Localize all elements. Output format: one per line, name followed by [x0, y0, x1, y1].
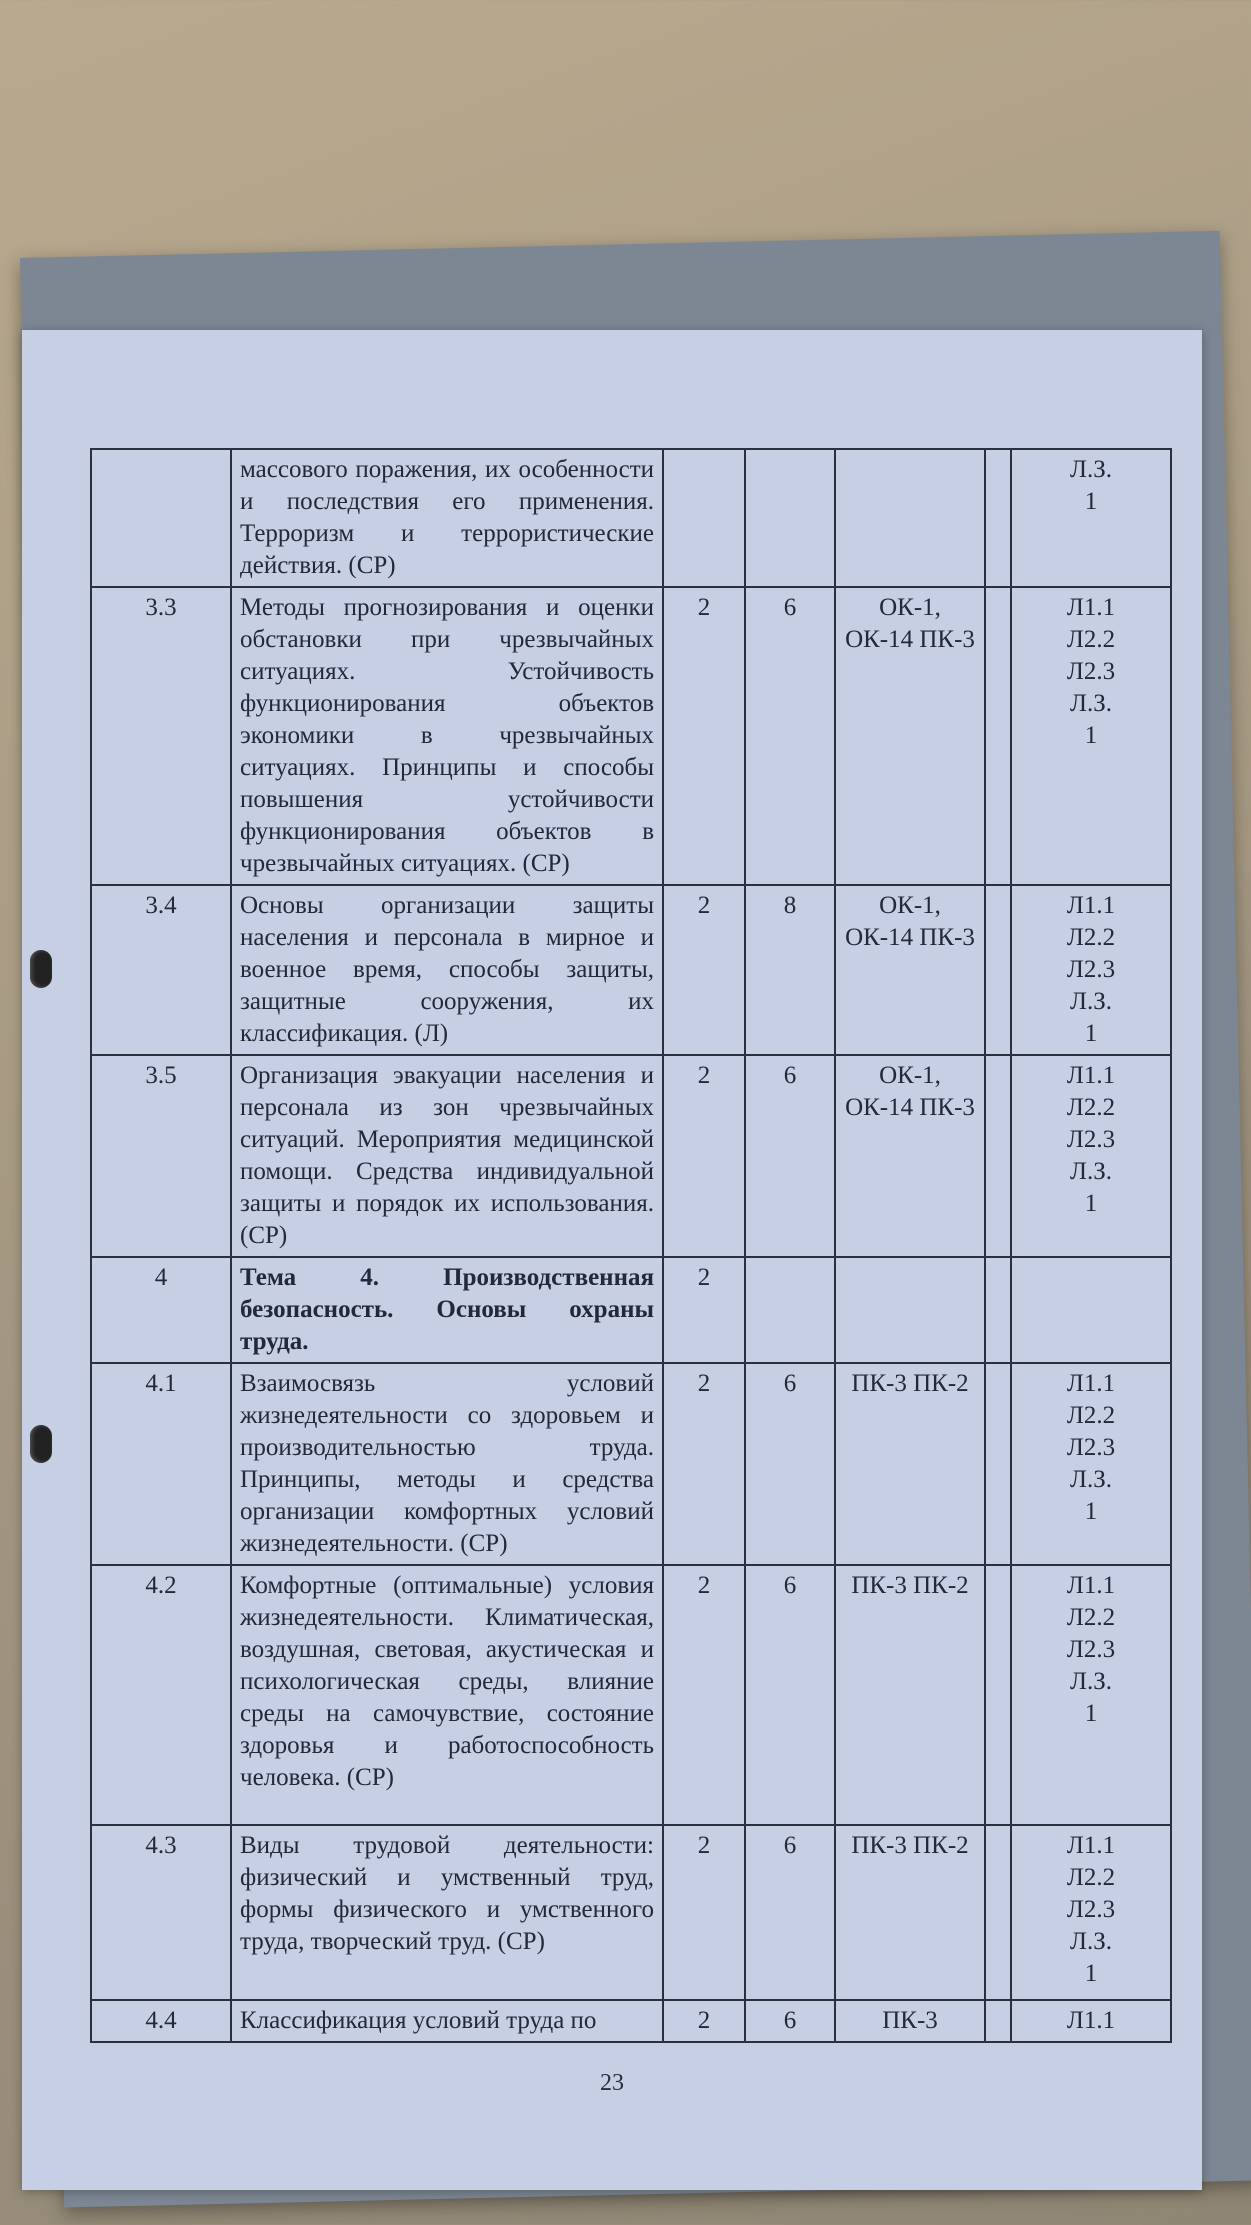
- row-number: 3.3: [91, 587, 231, 885]
- row-literature: [1011, 1257, 1171, 1363]
- literature-ref: 1: [1084, 1700, 1098, 1727]
- row-literature: [1011, 2000, 1171, 2042]
- row-literature: [1011, 1825, 1171, 2000]
- row-competencies: ПК-3: [835, 2000, 985, 2042]
- literature-ref: Л2.3: [1066, 1896, 1116, 1923]
- row-empty-cell: [985, 1257, 1011, 1363]
- table-row: [91, 1055, 1171, 1257]
- row-literature: [1011, 587, 1171, 885]
- row-hours-lecture: 2: [663, 885, 745, 1055]
- row-competencies: ПК-3 ПК-2: [835, 1825, 985, 2000]
- row-hours-lecture: 2: [663, 1825, 745, 2000]
- literature-ref: Л.З.: [1070, 1928, 1112, 1955]
- row-hours-lecture: 2: [663, 1055, 745, 1257]
- row-hours-self: 6: [745, 587, 835, 885]
- literature-ref: 1: [1084, 722, 1098, 749]
- curriculum-table: [90, 448, 1172, 2043]
- row-literature: [1011, 449, 1171, 587]
- literature-ref: Л.З.: [1070, 1158, 1112, 1185]
- row-topic: Основы организации защиты населения и персонала в мирное и военное время, способы защиты, защитные сооружения, их классификация. (Л): [231, 885, 663, 1055]
- table-row: [91, 449, 1171, 587]
- literature-ref: 1: [1084, 1498, 1098, 1525]
- literature-ref: Л.З.: [1070, 1668, 1112, 1695]
- row-hours-self: 6: [745, 1825, 835, 2000]
- row-hours-self: [745, 449, 835, 587]
- literature-ref: Л2.3: [1066, 658, 1116, 685]
- literature-ref: Л2.2: [1066, 626, 1116, 653]
- literature-ref: Л2.2: [1066, 1604, 1116, 1631]
- row-hours-self: 8: [745, 885, 835, 1055]
- literature-ref: Л.З.: [1070, 456, 1112, 483]
- row-literature: [1011, 1055, 1171, 1257]
- row-empty-cell: [985, 885, 1011, 1055]
- table-row: [91, 1363, 1171, 1565]
- literature-ref: Л1.1: [1066, 594, 1116, 621]
- row-hours-self: 6: [745, 1055, 835, 1257]
- table-row: [91, 885, 1171, 1055]
- row-empty-cell: [985, 2000, 1011, 2042]
- binder-ring: [30, 1425, 52, 1463]
- literature-ref: 1: [1084, 1960, 1098, 1987]
- row-hours-lecture: 2: [663, 587, 745, 885]
- row-competencies: ОК-1, ОК-14 ПК-3: [835, 1055, 985, 1257]
- row-empty-cell: [985, 1363, 1011, 1565]
- literature-ref: Л1.1: [1066, 1572, 1116, 1599]
- literature-ref: Л2.2: [1066, 924, 1116, 951]
- row-hours-lecture: [663, 449, 745, 587]
- row-hours-lecture: 2: [663, 1565, 745, 1825]
- table-body: [91, 449, 1171, 2042]
- literature-ref: Л2.3: [1066, 1434, 1116, 1461]
- literature-ref: Л2.2: [1066, 1864, 1116, 1891]
- document-page: [22, 330, 1202, 2190]
- row-competencies: ПК-3 ПК-2: [835, 1363, 985, 1565]
- row-competencies: ОК-1, ОК-14 ПК-3: [835, 885, 985, 1055]
- row-competencies: [835, 449, 985, 587]
- row-topic: Взаимосвязь условий жизнедеятельности со здоровьем и производительностью труда. Принципы, методы и средства организации комфортных условий жизнедеятельности. (СР): [231, 1363, 663, 1565]
- literature-ref: Л2.3: [1066, 1636, 1116, 1663]
- row-hours-lecture: 2: [663, 2000, 745, 2042]
- table-row: [91, 2000, 1171, 2042]
- row-number: 4.4: [91, 2000, 231, 2042]
- row-empty-cell: [985, 587, 1011, 885]
- row-number: [91, 449, 231, 587]
- row-empty-cell: [985, 1565, 1011, 1825]
- row-competencies: ОК-1, ОК-14 ПК-3: [835, 587, 985, 885]
- row-topic: Классификация условий труда по: [231, 2000, 663, 2042]
- row-hours-self: 6: [745, 2000, 835, 2042]
- literature-ref: Л2.3: [1066, 1126, 1116, 1153]
- row-number: 4: [91, 1257, 231, 1363]
- table-row: [91, 1257, 1171, 1363]
- row-competencies: [835, 1257, 985, 1363]
- row-hours-self: 6: [745, 1363, 835, 1565]
- row-topic: массового поражения, их особенности и последствия его применения. Терроризм и террористические действия. (СР): [231, 449, 663, 587]
- literature-ref: Л.З.: [1070, 1466, 1112, 1493]
- literature-ref: 1: [1084, 1020, 1098, 1047]
- row-literature: [1011, 1363, 1171, 1565]
- literature-ref: 1: [1084, 1190, 1098, 1217]
- row-topic: Комфортные (оптимальные) условия жизнедеятельности. Климатическая, воздушная, световая, акустическая и психологическая среды, влияние среды на самочувствие, состояние здоровья и работоспособность человека. (СР): [231, 1565, 663, 1825]
- row-literature: [1011, 1565, 1171, 1825]
- table-row: [91, 587, 1171, 885]
- row-hours-lecture: 2: [663, 1257, 745, 1363]
- literature-ref: Л1.1: [1066, 1062, 1116, 1089]
- binder-ring: [30, 950, 52, 988]
- literature-ref: Л1.1: [1066, 892, 1116, 919]
- literature-ref: Л2.2: [1066, 1094, 1116, 1121]
- literature-ref: 1: [1084, 488, 1098, 515]
- row-number: 4.1: [91, 1363, 231, 1565]
- row-topic: Тема 4. Производственная безопасность. Основы охраны труда.: [231, 1257, 663, 1363]
- row-hours-self: [745, 1257, 835, 1363]
- table-row: [91, 1565, 1171, 1825]
- row-number: 3.5: [91, 1055, 231, 1257]
- table-row: [91, 1825, 1171, 2000]
- page-number: 23: [600, 2070, 624, 2096]
- literature-ref: Л2.3: [1066, 956, 1116, 983]
- row-literature: [1011, 885, 1171, 1055]
- row-number: 4.3: [91, 1825, 231, 2000]
- row-empty-cell: [985, 1825, 1011, 2000]
- row-topic: Виды трудовой деятельности: физический и умственный труд, формы физического и умственного труда, творческий труд. (СР): [231, 1825, 663, 2000]
- row-competencies: ПК-3 ПК-2: [835, 1565, 985, 1825]
- row-hours-self: 6: [745, 1565, 835, 1825]
- row-number: 4.2: [91, 1565, 231, 1825]
- row-hours-lecture: 2: [663, 1363, 745, 1565]
- literature-ref: Л1.1: [1066, 1832, 1116, 1859]
- literature-ref: Л1.1: [1066, 1370, 1116, 1397]
- literature-ref: Л2.2: [1066, 1402, 1116, 1429]
- literature-ref: Л1.1: [1066, 2007, 1116, 2034]
- row-topic: Методы прогнозирования и оценки обстановки при чрезвычайных ситуациях. Устойчивость функционирования объектов экономики в чрезвычайных ситуациях. Принципы и способы повышения устойчивости функционирования объектов в чрезвычайных ситуациях. (СР): [231, 587, 663, 885]
- row-number: 3.4: [91, 885, 231, 1055]
- row-empty-cell: [985, 449, 1011, 587]
- literature-ref: Л.З.: [1070, 988, 1112, 1015]
- row-empty-cell: [985, 1055, 1011, 1257]
- literature-ref: Л.З.: [1070, 690, 1112, 717]
- row-topic: Организация эвакуации населения и персонала из зон чрезвычайных ситуаций. Мероприятия медицинской помощи. Средства индивидуальной защиты и порядок их использования. (СР): [231, 1055, 663, 1257]
